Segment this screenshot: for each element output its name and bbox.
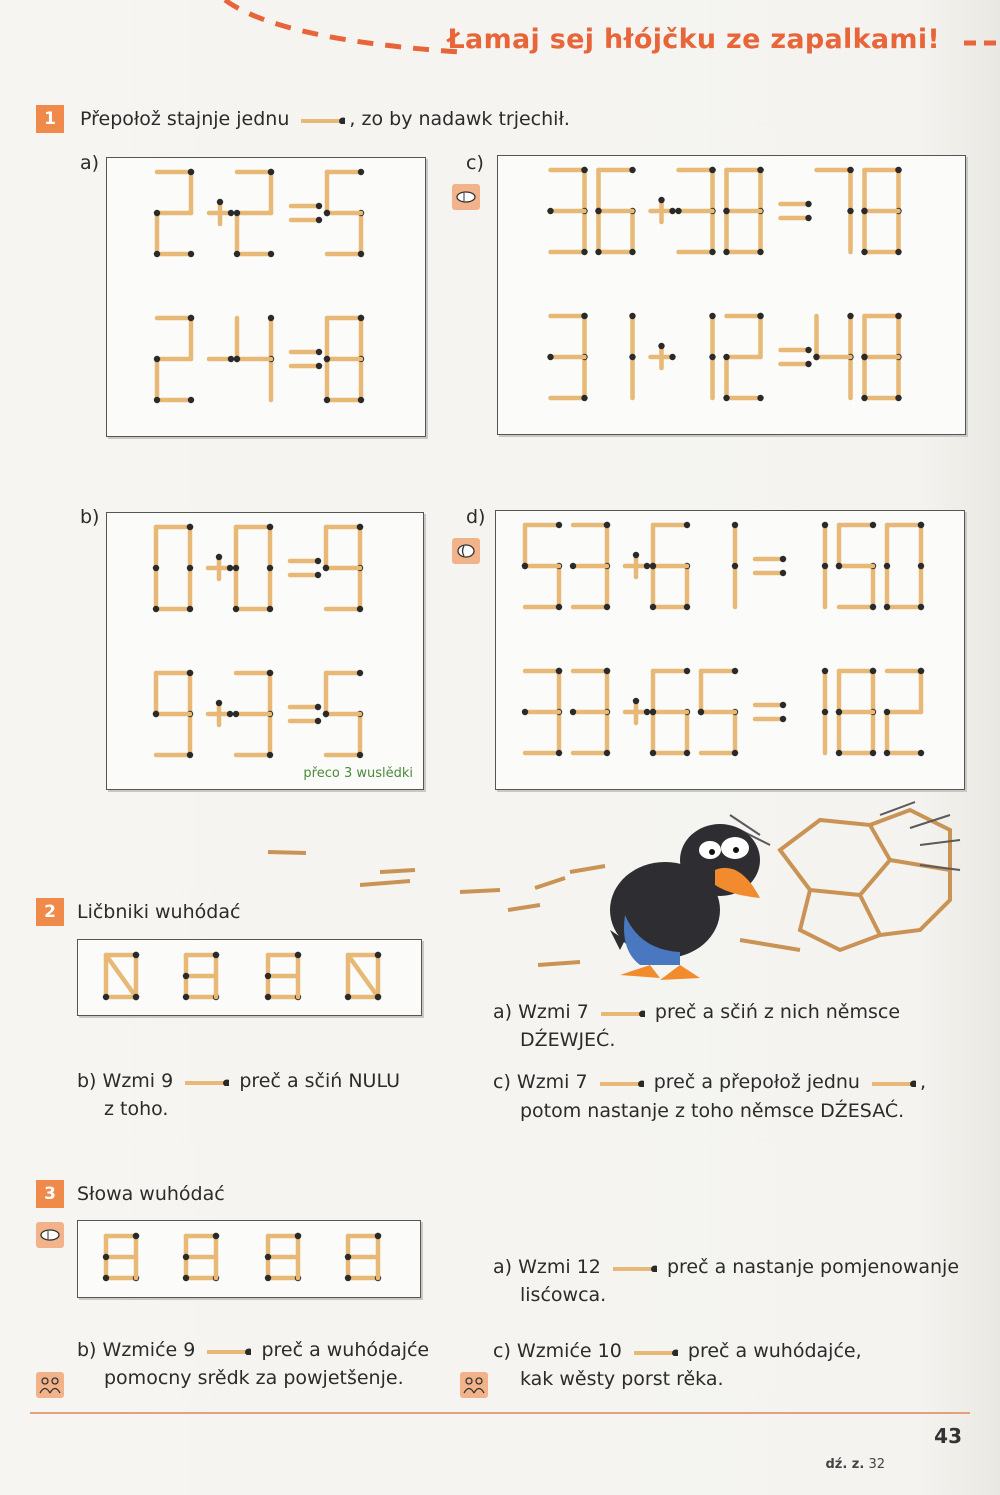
matchstick-segment [895, 313, 901, 357]
matchstick-segment [525, 522, 562, 528]
matchstick-segment [324, 359, 330, 403]
matchstick-segment [723, 211, 729, 255]
matchstick-segment [358, 210, 364, 254]
matchstick-segment [233, 711, 270, 717]
matchstick-segment [709, 313, 715, 357]
matchstick-segment [723, 357, 729, 401]
dashed-arc-decoration [0, 0, 480, 70]
matchstick-segment [732, 522, 738, 566]
matchstick-segment [709, 354, 715, 398]
task-3a-text1: Wzmi 12 [518, 1256, 601, 1278]
matchstick [103, 1254, 136, 1260]
match-icon [598, 1079, 644, 1087]
matchstick-segment [236, 606, 273, 612]
matchstick-equations-d [496, 511, 964, 789]
matchstick-segment [234, 210, 271, 216]
matchstick-segment [847, 313, 853, 357]
matchstick-segment [581, 354, 587, 398]
matchstick-segment [839, 522, 876, 528]
matchstick-segment [187, 711, 193, 755]
matchstick-segment [595, 208, 632, 214]
equals-sign [755, 556, 786, 562]
matchstick-segment [861, 354, 898, 360]
matchstick-segment [822, 709, 828, 753]
task-3c-label: c) [493, 1340, 511, 1362]
matchstick-segment [358, 315, 364, 359]
matchstick-segment [324, 356, 361, 362]
matchstick-segment [156, 752, 193, 758]
task-2c-text1: Wzmi 7 [516, 1071, 588, 1093]
matchstick-segment [570, 563, 607, 569]
matchstick-segment [326, 670, 363, 676]
matchstick-segment [813, 316, 819, 360]
task-3a-text2: preč a nastanje pomjenowanje [666, 1256, 960, 1278]
matchstick-segment [887, 750, 924, 756]
matchstick-segment [757, 313, 763, 357]
task-2b-text3: z toho. [104, 1098, 169, 1120]
matchstick-segment [675, 208, 712, 214]
task-2a-text3: DŹEWJEĆ. [520, 1029, 616, 1051]
task-2c-text3: , [920, 1071, 927, 1093]
matchstick-segment [323, 711, 360, 717]
matchstick-segment [154, 359, 160, 403]
plus-sign [658, 343, 664, 368]
matchstick-segment [813, 354, 850, 360]
matchstick-segment [324, 318, 330, 362]
task-1-instruction-part1: Přepołož stajnje jednu [80, 108, 290, 130]
matchstick-segment [884, 525, 890, 569]
matchstick-segment [865, 249, 902, 255]
matchstick-segment [684, 709, 690, 753]
matchstick-segment [233, 568, 239, 612]
matchstick-segment [157, 251, 194, 257]
matchstick-segment [709, 167, 715, 211]
matchstick-segment [604, 563, 610, 607]
plus-sign [216, 700, 222, 725]
matchstick-segment [595, 170, 601, 214]
task-3b-text3: pomocny srědk za powjetšenje. [104, 1367, 404, 1389]
matchstick [265, 1254, 298, 1260]
matchstick-segment [234, 318, 240, 362]
matchstick-segment [679, 249, 716, 255]
matchstick-segment [861, 357, 867, 401]
matchstick-segment [267, 565, 273, 609]
task-1-label-a: a) [80, 152, 100, 174]
matchstick-segment [556, 709, 562, 753]
matchstick-segment [154, 210, 191, 216]
match-icon [299, 116, 345, 124]
matchstick-segment [326, 606, 363, 612]
matchstick-segment [323, 565, 360, 571]
matchstick-segment [884, 709, 921, 715]
task-3b-text2: preč a wuhódajće [261, 1339, 430, 1361]
plus-sign [658, 197, 664, 222]
matchstick-segment [895, 167, 901, 211]
matchstick-segment [570, 709, 607, 715]
equals-sign [290, 558, 321, 564]
task-2a-text1: Wzmi 7 [518, 1001, 589, 1023]
workbook-reference [825, 1457, 885, 1472]
group-work-icon [36, 1372, 64, 1398]
task-2-title: Ličbniki wuhódać [77, 901, 241, 923]
matchstick [183, 1254, 216, 1260]
matchstick-segment [233, 527, 239, 571]
matchstick-segment [865, 395, 902, 401]
equals-sign [781, 215, 812, 221]
dashed-line-decoration [962, 38, 1000, 48]
matchstick-segment [267, 670, 273, 714]
matchstick-segment [522, 563, 559, 569]
matchstick-segment [573, 750, 610, 756]
matchstick-segment [650, 712, 656, 756]
matchstick-segment [234, 213, 240, 257]
matchstick-segment [156, 606, 193, 612]
matchstick-segment [723, 208, 760, 214]
matchstick-segment [522, 709, 559, 715]
matchstick-segment [323, 673, 329, 717]
task-1-label-b: b) [80, 506, 100, 528]
partner-icon [36, 1222, 64, 1248]
minus-sign [209, 356, 234, 362]
matchstick-segment [884, 566, 890, 610]
task-2a-text2: preč a sčiń z nich němsce [654, 1001, 901, 1023]
matchstick-segment [836, 525, 842, 569]
equals-sign [290, 718, 321, 724]
matchstick-segment [650, 709, 687, 715]
matchstick-segment [153, 711, 190, 717]
equation-box-b [106, 512, 424, 790]
matchstick-segment [604, 709, 610, 753]
matchstick-segment [650, 566, 656, 610]
match-icon [870, 1079, 916, 1087]
matchstick-segment [723, 170, 729, 214]
matchstick-segment [187, 524, 193, 568]
matchstick-segment [861, 211, 867, 255]
match-icon [205, 1347, 251, 1355]
plus-sign [217, 199, 223, 224]
matchstick-segment [822, 522, 828, 566]
matchstick-segment [187, 670, 193, 714]
matchstick-segment [599, 167, 636, 173]
matchstick-segment [581, 313, 587, 357]
matchstick-segment [604, 668, 610, 712]
equals-sign [755, 702, 786, 708]
task-2c-text4: potom nastanje z toho němsce DŹESAĆ. [520, 1100, 905, 1122]
match-icon [599, 1009, 645, 1017]
task-2c-text2: preč a přepołož jednu [653, 1071, 860, 1093]
matchstick-segment [522, 525, 528, 569]
matchstick-segment [268, 356, 274, 400]
equals-sign [290, 704, 321, 710]
matchstick-segment [727, 249, 764, 255]
task-1-instruction-part2: , zo by nadawk trjechił. [349, 108, 570, 130]
matchstick-segment [870, 668, 876, 712]
matchstick-segment [698, 671, 704, 715]
page-number: 43 [934, 1424, 962, 1448]
task-3b-text1: Wzmiće 9 [102, 1339, 196, 1361]
equals-sign [781, 361, 812, 367]
matchstick-segment [267, 524, 273, 568]
matchstick-segment [822, 563, 828, 607]
task-3a-line1 [493, 1253, 959, 1281]
equation-box-d [495, 510, 965, 790]
matchstick-segment [551, 395, 588, 401]
task-2b-text1: Wzmi 9 [102, 1070, 174, 1092]
matchstick-digits-task2 [78, 940, 421, 1015]
plus-sign [633, 698, 639, 723]
matchstick [265, 973, 298, 979]
task-3-number: 3 [36, 1180, 64, 1208]
partner-icon [452, 184, 480, 210]
matchstick-segment [357, 524, 363, 568]
matchstick-segment [727, 395, 764, 401]
equals-sign [290, 572, 321, 578]
task-2c-label: c) [493, 1071, 511, 1093]
matchstick-segment [653, 750, 690, 756]
matchstick-segment [884, 712, 890, 756]
matchstick-segment [188, 169, 194, 213]
matchstick-segment [357, 711, 363, 755]
matchstick-segment [732, 563, 738, 607]
task-3c-text2: preč a wuhódajće, [687, 1340, 862, 1362]
task-1-label-c: c) [466, 152, 484, 174]
matchstick-segment [573, 604, 610, 610]
equals-sign [781, 347, 812, 353]
matchstick-segment [599, 249, 636, 255]
task-3b-label: b) [77, 1339, 97, 1361]
matchstick-segment [323, 527, 329, 571]
matchstick-segment [153, 527, 159, 571]
matchstick-segment [684, 563, 690, 607]
matchstick-segment [836, 712, 842, 756]
matchstick-segment [327, 251, 364, 257]
matchstick-segment [267, 711, 273, 755]
matchstick-segment [650, 525, 656, 569]
group-work-icon [460, 1372, 488, 1398]
matchstick-segment [650, 671, 656, 715]
task-3c-text3: kak wěsty porst rěka. [520, 1368, 724, 1390]
matchstick-segment [154, 356, 191, 362]
matchstick-segment [629, 313, 635, 357]
hint-three-results: přeco 3 wuslědki [303, 766, 413, 781]
matchstick-segment [870, 709, 876, 753]
matchstick-segment [324, 172, 330, 216]
task-2-number: 2 [36, 898, 64, 926]
task-2a-line1 [493, 998, 900, 1026]
task-1-label-d: d) [466, 506, 486, 528]
task-2b-label: b) [77, 1070, 97, 1092]
matchstick-segment [757, 167, 763, 211]
task-3c-text1: Wzmiće 10 [516, 1340, 622, 1362]
matchstick-segment [870, 563, 876, 607]
matchstick-segment [723, 354, 760, 360]
matchstick-equations-c [498, 156, 965, 434]
letters-box-task3 [77, 1220, 421, 1298]
matchstick-segment [918, 522, 924, 566]
matchstick-segment [847, 208, 853, 252]
matchstick-segment [732, 709, 738, 753]
matchstick-segment [326, 752, 363, 758]
matchstick-segment [188, 315, 194, 359]
task-1-number: 1 [36, 105, 64, 133]
matchstick [183, 973, 216, 979]
task-3b-line1 [77, 1336, 429, 1364]
hard-level-icon [452, 538, 480, 564]
matchstick-segment [153, 673, 159, 717]
matchstick-segment [604, 522, 610, 566]
matchstick-segment [268, 315, 274, 359]
matchstick-segment [861, 208, 898, 214]
task-2b-line1 [77, 1067, 400, 1095]
matchstick-segment [357, 565, 363, 609]
equals-sign [291, 349, 322, 355]
matchstick-segment [701, 668, 738, 674]
equals-sign [291, 363, 322, 369]
matchstick-segment [358, 356, 364, 400]
reference-page: 32 [868, 1457, 885, 1472]
matchstick-segment [629, 208, 635, 252]
matchstick-segment [581, 208, 587, 252]
task-2c-line1 [493, 1068, 926, 1096]
equation-box-c [497, 155, 966, 435]
match-icon [183, 1078, 229, 1086]
matchstick-segment [836, 709, 873, 715]
matchstick-segment [918, 563, 924, 607]
matchstick-segment [757, 208, 763, 252]
equals-sign [291, 203, 322, 209]
task-2b-text2: preč a sčiń NULU [239, 1070, 400, 1092]
equals-sign [781, 201, 812, 207]
equals-sign [291, 217, 322, 223]
matchstick-segment [847, 167, 853, 211]
matchstick-segment [581, 167, 587, 211]
matchstick-segment [268, 169, 274, 213]
matchstick-segment [157, 397, 194, 403]
matchstick-segment [547, 208, 584, 214]
matchstick-segment [836, 671, 842, 715]
matchstick-equations-b [107, 513, 423, 789]
equals-sign [755, 570, 786, 576]
matchstick-segment [547, 354, 584, 360]
matchstick-segment [653, 604, 690, 610]
matchstick-segment [154, 213, 160, 257]
plus-sign [216, 554, 222, 579]
matchstick-segment [525, 750, 562, 756]
matchstick-segment [237, 251, 274, 257]
matchstick-segment [556, 668, 562, 712]
match-icon [632, 1348, 678, 1356]
matchstick-segment [887, 604, 924, 610]
plus-sign [633, 552, 639, 577]
matchstick-segment [839, 604, 876, 610]
matchstick-letters-task3 [78, 1221, 420, 1297]
matchstick-segment [187, 565, 193, 609]
matchstick-segment [551, 249, 588, 255]
matchstick-segment [895, 208, 901, 252]
digits-box-task2 [77, 939, 422, 1016]
matchstick-segment [650, 563, 687, 569]
matchstick-segment [822, 668, 828, 712]
matchstick-equations-a [107, 158, 425, 436]
matchstick [345, 1254, 378, 1260]
matchstick-segment [234, 356, 271, 362]
matchstick-segment [629, 354, 635, 398]
matchstick-segment [327, 397, 364, 403]
matchstick-segment [324, 210, 361, 216]
matchstick-segment [556, 563, 562, 607]
task-1-instruction [80, 105, 570, 133]
reference-label: dź. z. [825, 1457, 865, 1472]
matchstick-segment [525, 604, 562, 610]
task-3a-text3: lisćowca. [520, 1284, 607, 1306]
matchstick-segment [847, 354, 853, 398]
page-title: Łamaj sej hłójčku ze zapalkami! [447, 24, 940, 55]
matchstick-segment [701, 750, 738, 756]
footer-rule [30, 1412, 970, 1414]
matchstick-segment [918, 668, 924, 712]
match-icon [611, 1264, 657, 1272]
matchstick-segment [653, 522, 690, 528]
matchstick-segment [709, 208, 715, 252]
matchstick-segment [595, 211, 601, 255]
matchstick-segment [153, 568, 159, 612]
matchstick-segment [327, 169, 364, 175]
task-3c-line1 [493, 1337, 862, 1365]
matchstick-segment [839, 750, 876, 756]
matchstick-segment [895, 354, 901, 398]
equation-box-a [106, 157, 426, 437]
matchstick-segment [236, 752, 273, 758]
matchstick-segment [698, 709, 735, 715]
matchstick-segment [653, 668, 690, 674]
task-3-title: Słowa wuhódać [77, 1183, 225, 1205]
matchstick-segment [836, 563, 873, 569]
task-3a-label: a) [493, 1256, 513, 1278]
equals-sign [755, 716, 786, 722]
task-2a-label: a) [493, 1001, 513, 1023]
matchstick-segment [861, 316, 867, 360]
matchstick-segment [861, 170, 867, 214]
